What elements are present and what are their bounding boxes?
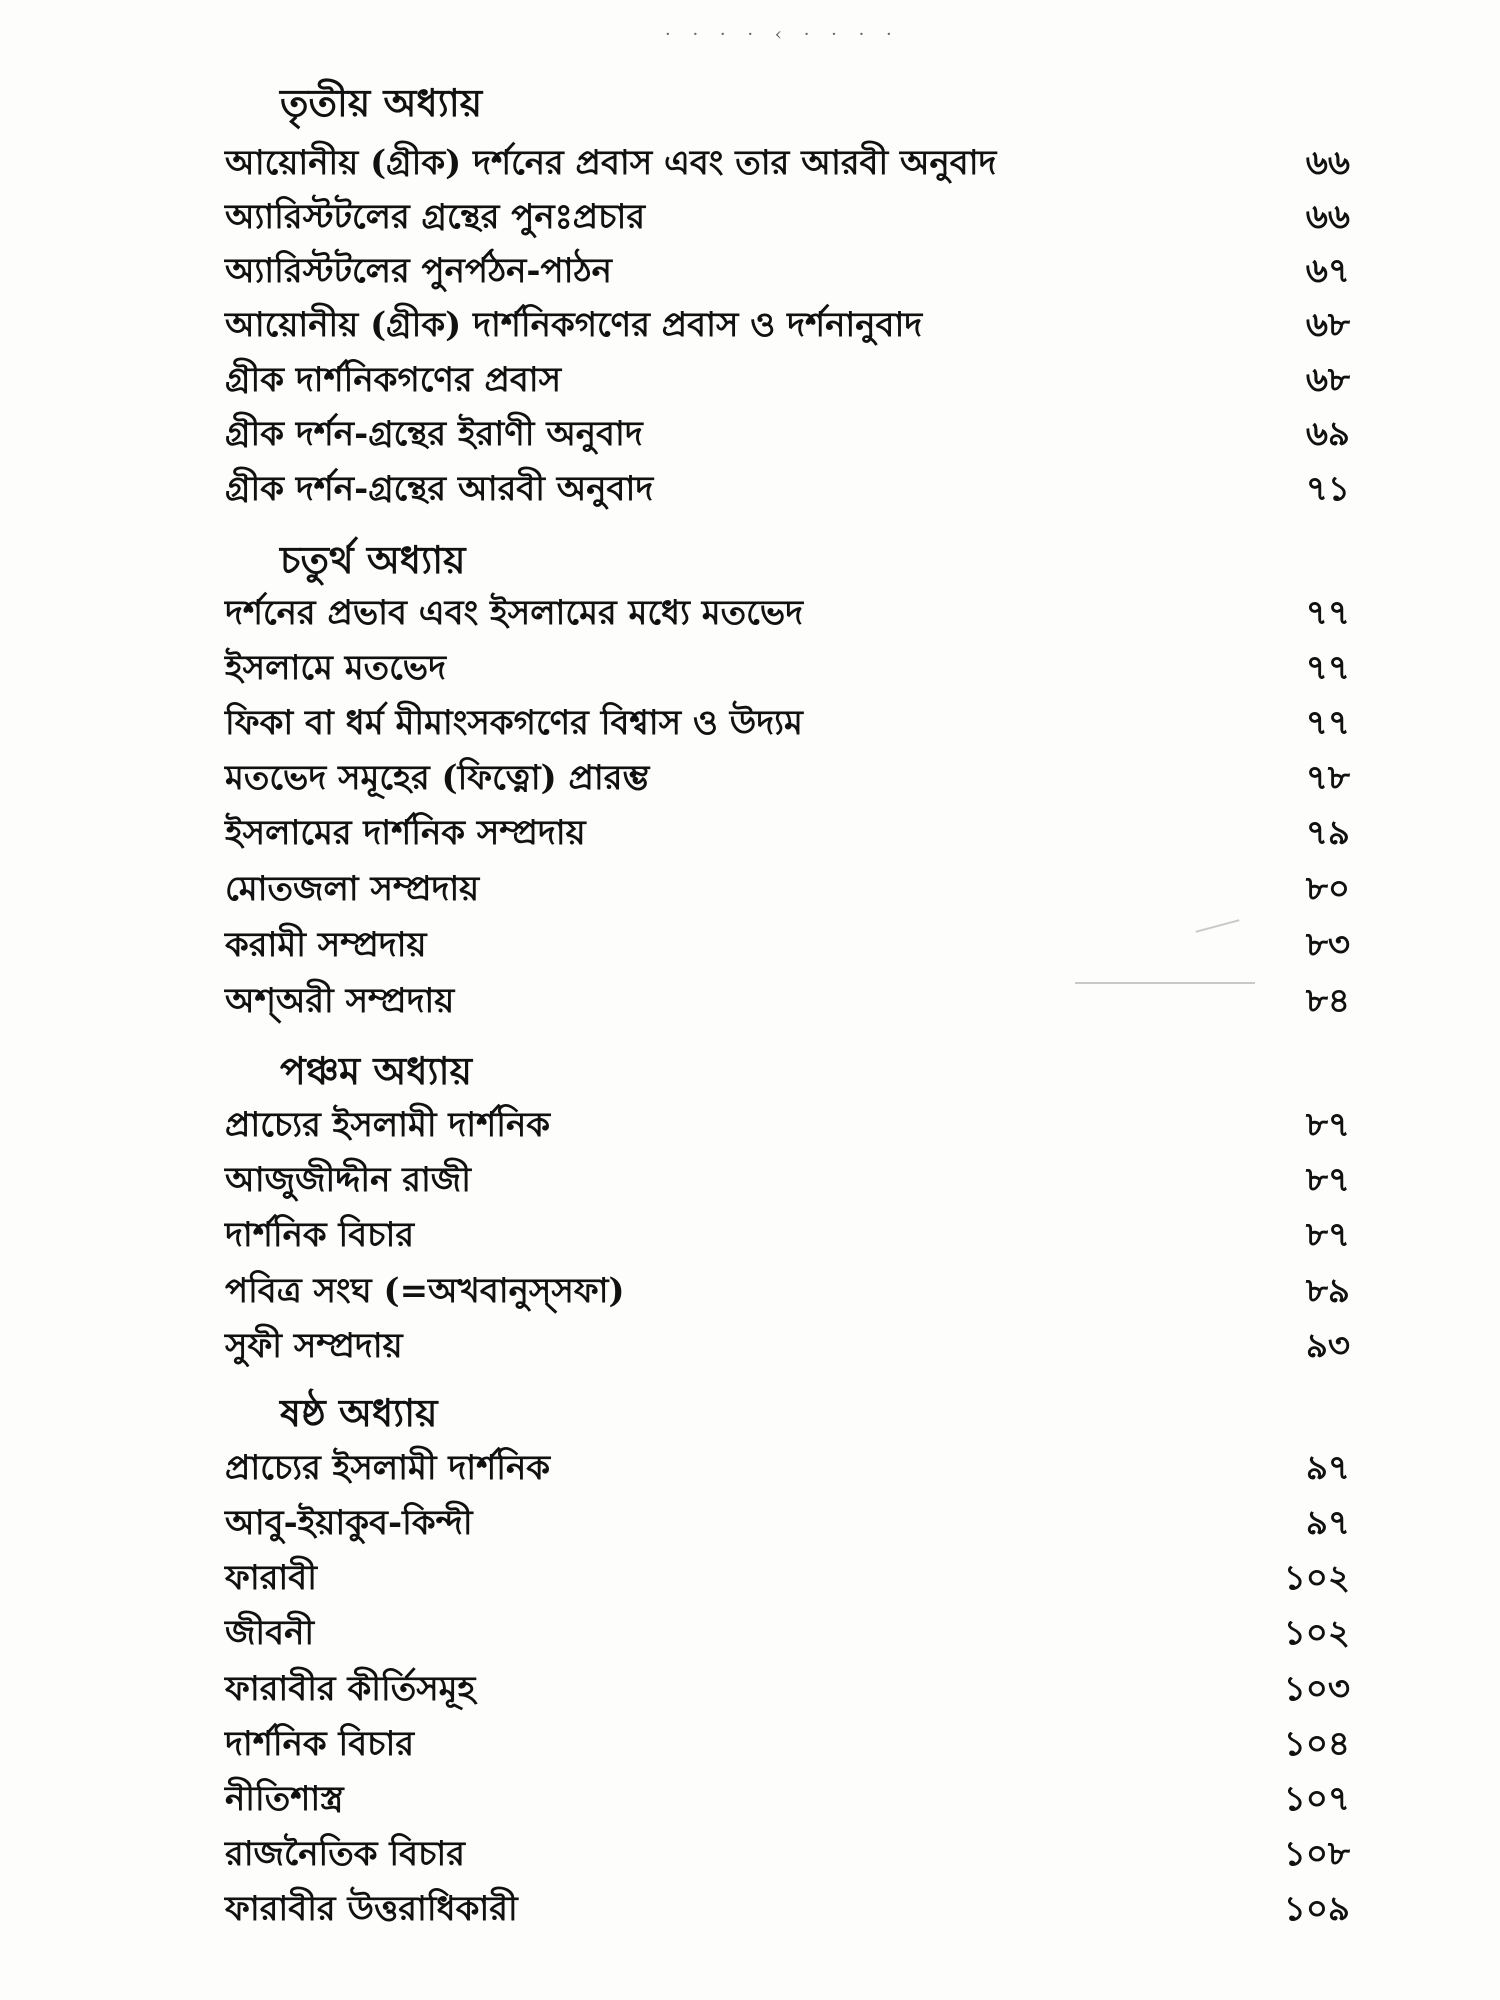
toc-entry-title: অ্যারিস্টটলের গ্রন্থের পুনঃপ্রচার — [225, 197, 646, 237]
toc-entry-title: ফিকা বা ধর্ম মীমাংসকগণের বিশ্বাস ও উদ্যম — [225, 703, 803, 743]
toc-entry-page: ১০৯ — [1283, 1889, 1350, 1929]
toc-entry-page: ৮০ — [1305, 869, 1350, 909]
toc-entry-title: মতভেদ সমূহের (ফিত্নো) প্রারম্ভ — [225, 758, 650, 798]
toc-entry-title: করামী সম্প্রদায় — [225, 925, 427, 965]
toc-entry-title: দর্শনের প্রভাব এবং ইসলামের মধ্যে মতভেদ — [225, 593, 804, 633]
toc-entry-page: ১০৪ — [1283, 1724, 1350, 1764]
scan-speck — [1196, 919, 1240, 933]
toc-entry-title: দার্শনিক বিচার — [225, 1724, 415, 1764]
toc-entry-title: আয়োনীয় (গ্রীক) দর্শনের প্রবাস এবং তার আরবী অনুবাদ — [225, 143, 997, 183]
chapter-4-heading: চতুর্থ অধ্যায় — [280, 537, 466, 582]
chapter-5-heading: পঞ্চম অধ্যায় — [280, 1048, 472, 1093]
toc-entry-title: দার্শনিক বিচার — [225, 1215, 415, 1255]
toc-entry-title: পবিত্র সংঘ (=অখবানুস্সফা) — [225, 1271, 625, 1311]
toc-entry-page: ১০২ — [1283, 1613, 1350, 1653]
toc-entry-title: সুফী সম্প্রদায় — [225, 1326, 403, 1366]
toc-entry-title: নীতিশাস্ত্র — [225, 1779, 344, 1819]
toc-entry-title: অশ্অরী সম্প্রদায় — [225, 981, 455, 1021]
toc-entry-page: ৮৩ — [1305, 925, 1350, 965]
toc-entry-page: ৮৭ — [1305, 1105, 1350, 1145]
toc-entry-page: ৭৯ — [1305, 813, 1350, 853]
toc-entry-title: ফারাবী — [225, 1558, 317, 1598]
toc-entry-page: ১০৩ — [1283, 1669, 1350, 1709]
toc-entry-title: রাজনৈতিক বিচার — [225, 1834, 465, 1874]
toc-entry-page: ৯৩ — [1305, 1326, 1350, 1366]
toc-entry-title: ফারাবীর কীর্তিসমূহ — [225, 1669, 476, 1709]
toc-entry-page: ৭৭ — [1305, 593, 1350, 633]
toc-entry-page: ৯৭ — [1305, 1448, 1350, 1488]
toc-entry-title: ইসলামের দার্শনিক সম্প্রদায় — [225, 813, 586, 853]
toc-entry-title: ইসলামে মতভেদ — [225, 648, 446, 688]
toc-entry-page: ৮৯ — [1305, 1271, 1350, 1311]
toc-entry-page: ৬৮ — [1305, 360, 1350, 400]
toc-entry-title: জীবনী — [225, 1613, 315, 1653]
toc-entry-page: ৬৮ — [1305, 305, 1350, 345]
toc-entry-page: ৬৬ — [1305, 143, 1350, 183]
toc-entry-title: প্রাচ্যের ইসলামী দার্শনিক — [225, 1105, 551, 1145]
toc-entry-title: আজুজীদ্দীন রাজী — [225, 1160, 471, 1200]
toc-entry-page: ৮৪ — [1305, 981, 1350, 1021]
toc-entry-page: ৮৭ — [1305, 1160, 1350, 1200]
toc-entry-title: অ্যারিস্টটলের পুনর্পঠন-পাঠন — [225, 251, 612, 291]
toc-entry-title: গ্রীক দর্শন-গ্রন্থের ইরাণী অনুবাদ — [225, 414, 643, 454]
toc-entry-title: ফারাবীর উত্তরাধিকারী — [225, 1889, 518, 1929]
chapter-6-heading: ষষ্ঠ অধ্যায় — [280, 1390, 438, 1435]
toc-entry-title: আয়োনীয় (গ্রীক) দার্শনিকগণের প্রবাস ও দর্শনানুবাদ — [225, 305, 923, 345]
toc-entry-title: প্রাচ্যের ইসলামী দার্শনিক — [225, 1448, 551, 1488]
toc-entry-page: ৭৭ — [1305, 703, 1350, 743]
toc-entry-page: ৭৮ — [1305, 758, 1350, 798]
scan-speck — [1075, 982, 1255, 984]
toc-entry-title: মোতজলা সম্প্রদায় — [225, 869, 480, 909]
toc-entry-title: আবু-ইয়াকুব-কিন্দী — [225, 1503, 473, 1543]
toc-entry-page: ৬৯ — [1305, 414, 1350, 454]
toc-entry-page: ৬৬ — [1305, 197, 1350, 237]
chapter-3-heading: তৃতীয় অধ্যায় — [280, 80, 483, 125]
top-marks: · · · · ‹ · · · · — [665, 24, 900, 45]
toc-entry-page: ৮৭ — [1305, 1215, 1350, 1255]
toc-entry-page: ১০৭ — [1283, 1779, 1350, 1819]
toc-entry-page: ৬৭ — [1305, 251, 1350, 291]
toc-entry-page: ১০৮ — [1283, 1834, 1350, 1874]
toc-entry-page: ১০২ — [1283, 1558, 1350, 1598]
toc-entry-page: ৯৭ — [1305, 1503, 1350, 1543]
toc-entry-page: ৭৭ — [1305, 648, 1350, 688]
toc-entry-title: গ্রীক দার্শনিকগণের প্রবাস — [225, 360, 562, 400]
toc-entry-title: গ্রীক দর্শন-গ্রন্থের আরবী অনুবাদ — [225, 469, 654, 509]
toc-entry-page: ৭১ — [1305, 469, 1350, 509]
